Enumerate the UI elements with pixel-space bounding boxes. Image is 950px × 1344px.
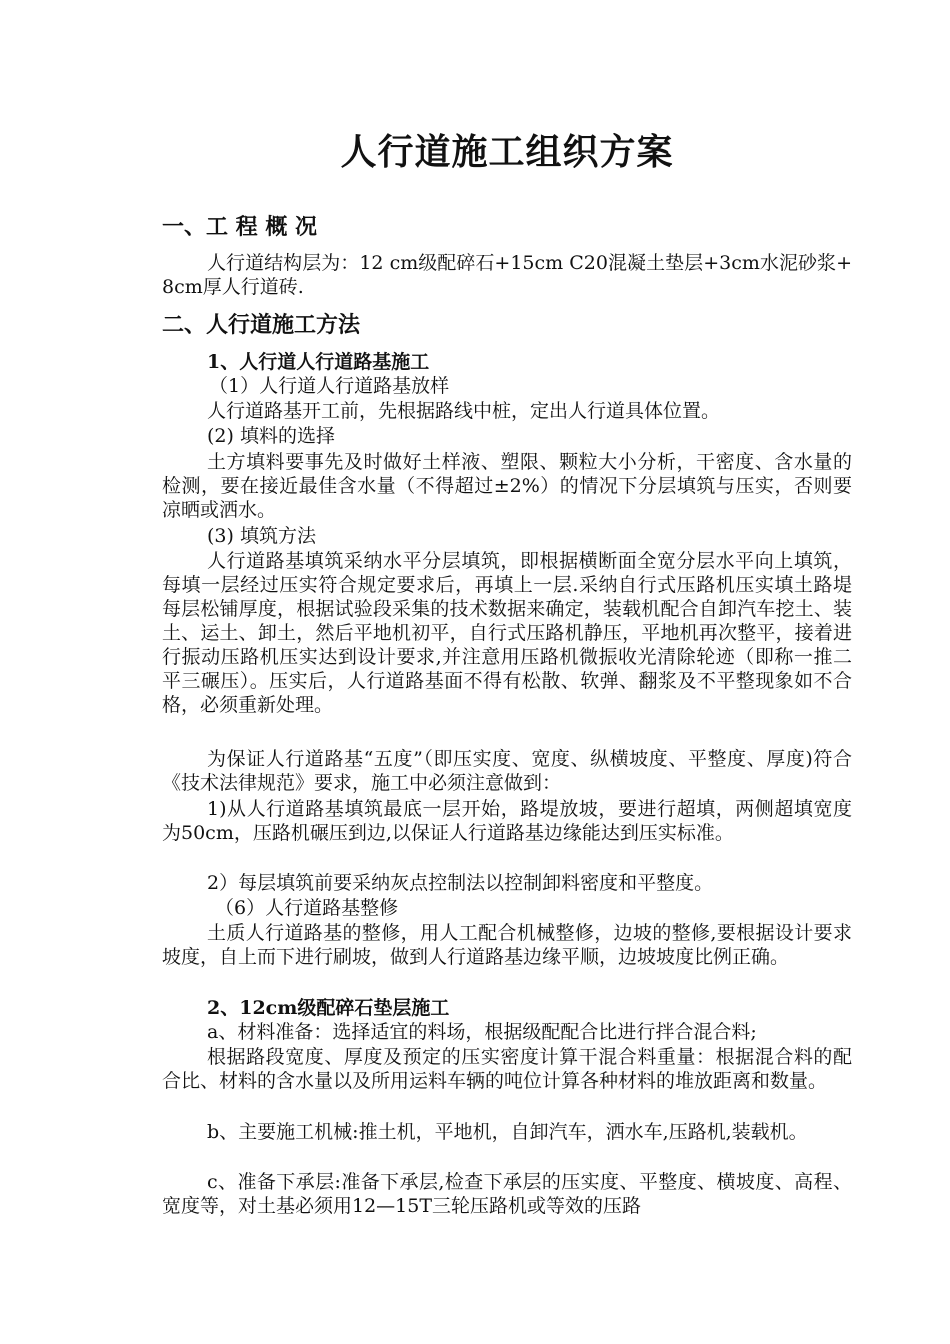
item-heading-fill-selection: (2) 填料的选择 [207,425,335,447]
paragraph-staking: 人行道路基开工前，先根据路线中桩，定出人行道具体位置。 [207,400,721,422]
item-heading-trimming: （6）人行道路基整修 [215,897,399,919]
section-heading-overview: 一、工 程 概 况 [162,214,317,240]
section-heading-method: 二、人行道施工方法 [162,312,361,338]
paragraph-structure: 人行道结构层为：12 cm级配碎石+15cm C20混凝土垫层+3cm水泥砂浆+8cm厚人行道砖. [162,252,852,298]
item-heading-fill-method: (3) 填筑方法 [207,525,316,547]
paragraph-requirement-2: 2）每层填筑前要采纳灰点控制法以控制卸料密度和平整度。 [207,872,714,894]
page-title: 人行道施工组织方案 [340,131,674,173]
paragraph-machinery: b、主要施工机械:推土机，平地机，自卸汽车，洒水车,压路机,装载机。 [207,1121,808,1143]
paragraph-requirement-1: 1)从人行道路基填筑最底一层开始，路堤放坡，要进行超填，两侧超填宽度为50cm，压路机碾压到边,以保证人行道路基边缘能达到压实标准。 [162,798,852,844]
subsection-heading-subgrade: 1、人行道人行道路基施工 [207,351,430,373]
paragraph-material-calc: 根据路段宽度、厚度及预定的压实密度计算干混合料重量：根据混合料的配合比、材料的含水量以及所用运料车辆的吨位计算各种材料的堆放距离和数量。 [162,1046,852,1092]
subsection-heading-gravel: 2、12cm级配碎石垫层施工 [207,997,450,1019]
paragraph-base-prep: c、准备下承层:准备下承层,检查下承层的压实度、平整度、横坡度、高程、宽度等，对土基必须用12—15T三轮压路机或等效的压路 [162,1171,852,1217]
item-heading-staking: （1）人行道人行道路基放样 [209,375,450,397]
paragraph-fill-method: 人行道路基填筑采纳水平分层填筑，即根据横断面全宽分层水平向上填筑，每填一层经过压实符合规定要求后，再填上一层.采纳自行式压路机压实填土路堤每层松铺厚度，根据试验段采集的技术数据来确定，装载机配合自卸汽车挖土、装土、运土、卸土，然后平地机初平，自行式压路机静压，平地机再次整平，接着进行振动压路机压实达到设计要求,并注意用压路机微振收光清除轮迹（即称一推二平三碾压）。压实后，人行道路基面不得有松散、软弹、翻浆及不平整现象如不合格，必须重新处理。 [162,550,852,716]
paragraph-trimming: 土质人行道路基的整修，用人工配合机械整修，边坡的整修,要根据设计要求坡度，自上而下进行刷坡，做到人行道路基边缘平顺，边坡坡度比例正确。 [162,922,852,968]
paragraph-five-degrees: 为保证人行道路基“五度”（即压实度、宽度、纵横坡度、平整度、厚度)符合《技术法律规范》要求，施工中必须注意做到： [162,748,852,794]
paragraph-fill-selection: 土方填料要事先及时做好土样液、塑限、颗粒大小分析，干密度、含水量的检测，要在接近最佳含水量（不得超过±2%）的情况下分层填筑与压实，否则要凉晒或洒水。 [162,451,852,521]
paragraph-materials: a、材料准备：选择适宜的料场，根据级配配合比进行拌合混合料; [207,1021,757,1043]
